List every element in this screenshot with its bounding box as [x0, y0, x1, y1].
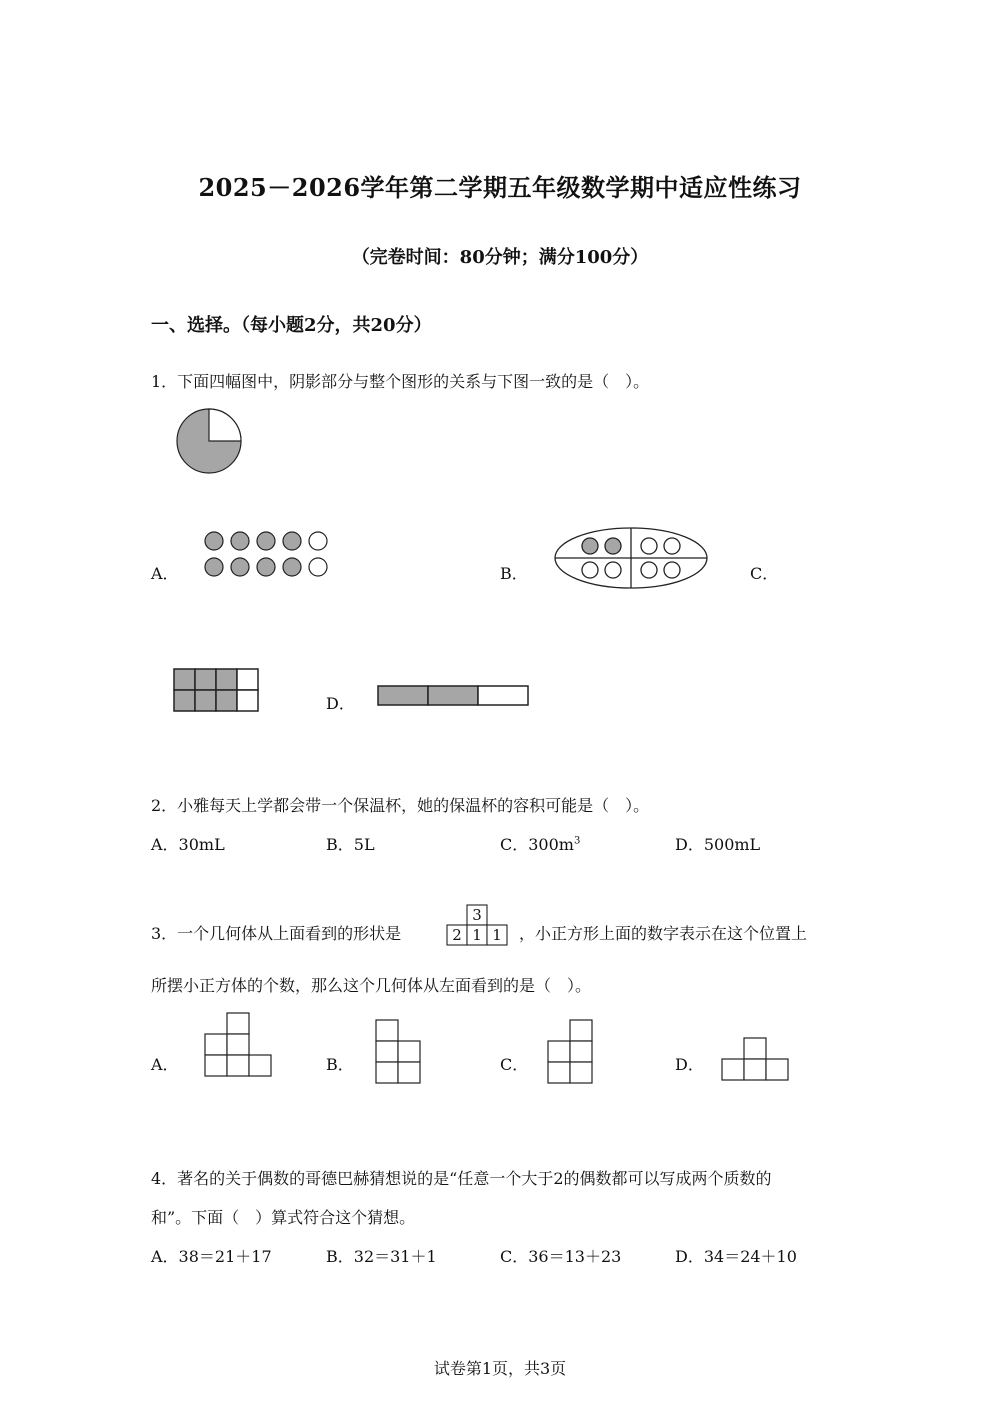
question-3-stem-part1: 3．一个几何体从上面看到的形状是 [151, 924, 402, 943]
q2-option-c-exponent: 3 [573, 835, 581, 847]
question-3-stem-line2: 所摆小正方体的个数，那么这个几何体从左面看到的是（ ）。 [151, 976, 592, 995]
q1-option-a-label[interactable]: A． [151, 564, 179, 583]
page-title: 2025－2026学年第二学期五年级数学期中适应性练习 [198, 173, 802, 202]
q3-option-d-figure [721, 1037, 793, 1083]
q1-reference-figure [176, 408, 246, 478]
q4-option-c[interactable]: C．36＝13＋23 [500, 1247, 622, 1266]
q2-option-a[interactable]: A．30mL [151, 835, 225, 854]
q3-option-b-label[interactable]: B． [326, 1055, 354, 1074]
q1-option-c-figure [173, 668, 261, 714]
q4-option-b[interactable]: B．32＝31＋1 [326, 1247, 437, 1266]
q4-option-d[interactable]: D．34＝24＋10 [675, 1247, 797, 1266]
q1-option-b-label[interactable]: B． [500, 564, 528, 583]
q4-option-a[interactable]: A．38＝21＋17 [151, 1247, 272, 1266]
q1-option-d-label[interactable]: D． [326, 694, 355, 713]
q1-option-d-figure [377, 685, 531, 707]
q3-option-c-figure [547, 1019, 597, 1085]
section-heading: 一、选择。（每小题2分，共20分） [151, 315, 432, 336]
question-4-stem-line2: 和”。下面（ ）算式符合这个猜想。 [151, 1208, 416, 1227]
q2-option-c[interactable] [500, 832, 580, 855]
q1-option-c-label[interactable]: C． [750, 564, 779, 583]
q1-option-b-figure [554, 526, 710, 590]
top-view-count-2: 2 [452, 926, 462, 944]
question-1-stem: 1．下面四幅图中，阴影部分与整个图形的关系与下图一致的是（ ）。 [151, 372, 650, 391]
top-view-count-4: 1 [492, 926, 502, 944]
top-view-count-3: 1 [472, 926, 482, 944]
page-footer: 试卷第1页，共3页 [433, 1359, 567, 1378]
q3-option-a-figure [204, 1012, 276, 1078]
q3-option-d-label[interactable]: D． [675, 1055, 704, 1074]
q2-option-b[interactable]: B．5L [326, 835, 375, 854]
question-2-stem: 2．小雅每天上学都会带一个保温杯，她的保温杯的容积可能是（ ）。 [151, 796, 650, 815]
exam-info: （完卷时间：80分钟；满分100分） [351, 247, 649, 268]
q3-top-view-figure [446, 904, 510, 946]
question-3-stem-part2: ，小正方形上面的数字表示在这个位置上 [519, 924, 808, 943]
top-view-count-1: 3 [472, 906, 482, 924]
question-4-stem-line1: 4．著名的关于偶数的哥德巴赫猜想说的是“任意一个大于2的偶数都可以写成两个质数的 [151, 1169, 772, 1188]
q3-option-a-label[interactable]: A． [151, 1055, 179, 1074]
q3-option-c-label[interactable]: C． [500, 1055, 529, 1074]
q3-option-b-figure [375, 1019, 425, 1085]
q2-option-d[interactable]: D．500mL [675, 835, 761, 854]
q2-option-c-text: C．300m [500, 835, 574, 854]
q1-option-a-figure [203, 530, 333, 572]
